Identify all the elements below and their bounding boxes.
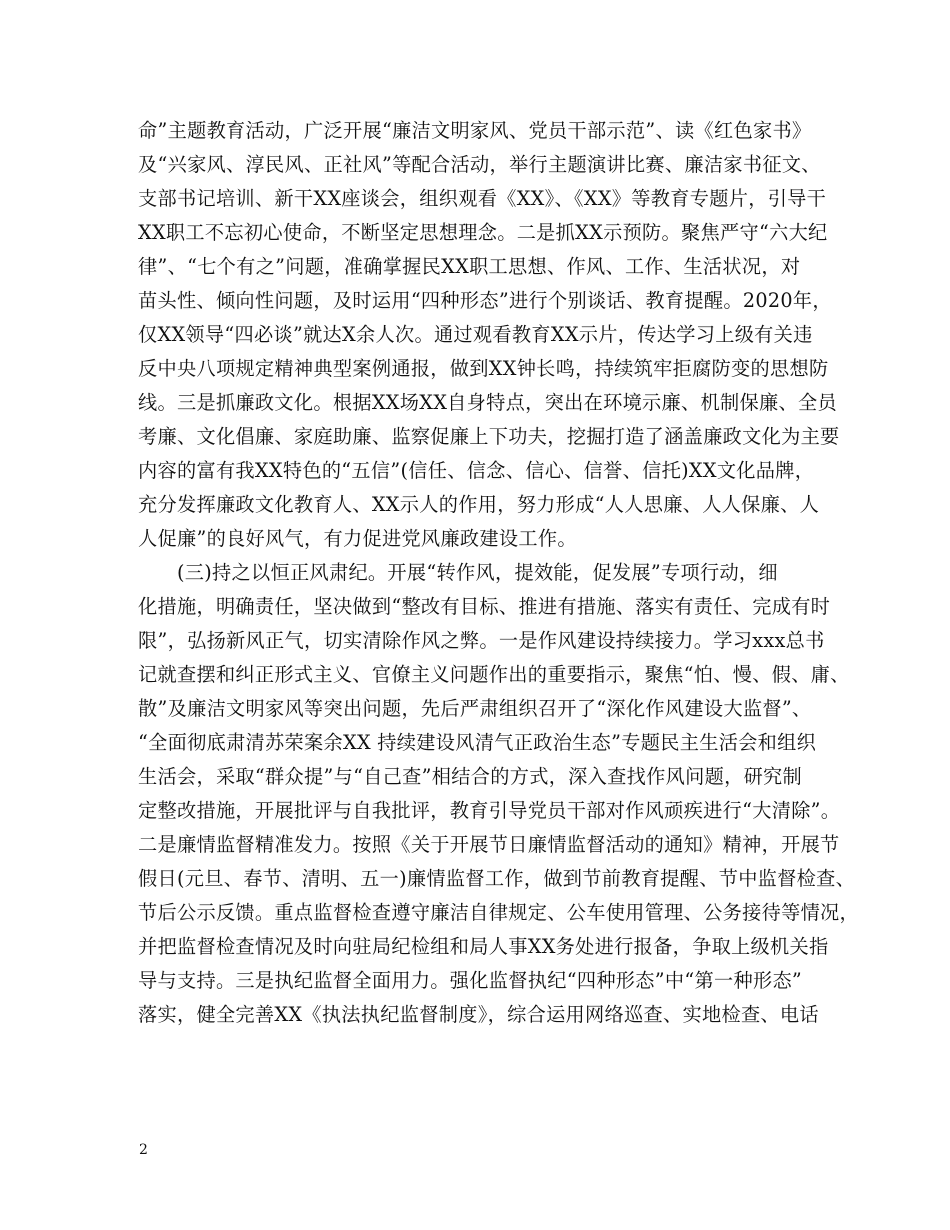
text-line: 内容的富有我XX特色的“五信”(信任、信念、信心、信誉、信托)XX文化品牌， bbox=[138, 459, 815, 482]
text-line: 生活会，采取“群众提”与“自己查”相结合的方式，深入查找作风问题，研究制 bbox=[138, 765, 803, 788]
text-line: 记就查摆和纠正形式主义、官僚主义问题作出的重要指示，聚焦“怕、慢、假、庸、 bbox=[138, 663, 850, 686]
text-line: 落实，健全完善XX《执法执纪监督制度》，综合运用网络巡查、实地检查、电话 bbox=[138, 1003, 819, 1026]
text-line: 及“兴家风、淳民风、正社风”等配合活动，举行主题演讲比赛、廉洁家书征文、 bbox=[138, 153, 821, 176]
text-line: 支部书记培训、新干XX座谈会，组织观看《XX》、《XX》等教育专题片，引导干 bbox=[138, 187, 827, 210]
text-line: 假日(元旦、春节、清明、五一)廉情监督工作，做到节前教育提醒、节中监督检查、 bbox=[138, 867, 856, 890]
text-line: 定整改措施，开展批评与自我批评，教育引导党员干部对作风顽疾进行“大清除”。 bbox=[138, 799, 841, 822]
text-line: (三)持之以恒正风肃纪。开展“转作风，提效能，促发展”专项行动，细 bbox=[138, 561, 778, 584]
text-line: XX职工不忘初心使命，不断坚定思想理念。二是抓XX示预防。聚焦严守“六大纪 bbox=[138, 221, 828, 244]
text-line: 化措施，明确责任，坚决做到“整改有目标、推进有措施、落实有责任、完成有时 bbox=[138, 595, 831, 618]
text-line: 律”、“七个有之”问题，准确掌握民XX职工思想、作风、工作、生活状况，对 bbox=[138, 255, 801, 278]
text-line: 反中央八项规定精神典型案例通报，做到XX钟长鸣，持续筑牢拒腐防变的思想防 bbox=[138, 357, 829, 380]
text-line: 苗头性、倾向性问题，及时运用“四种形态”进行个别谈话、教育提醒。2020年， bbox=[138, 289, 832, 312]
text-line: “全面彻底肃清苏荣案余XX 持续建设风清气正政治生态”专题民主生活会和组织 bbox=[138, 731, 817, 754]
text-line: 线。三是抓廉政文化。根据XX场XX自身特点，突出在环境示廉、机制保廉、全员 bbox=[138, 391, 837, 414]
text-line: 考廉、文化倡廉、家庭助廉、监察促廉上下功夫，挖掘打造了涵盖廉政文化为主要 bbox=[138, 425, 840, 448]
text-line: 节后公示反馈。重点监督检查遵守廉洁自律规定、公车使用管理、公务接待等情况， bbox=[138, 901, 860, 924]
text-line: 导与支持。三是执纪监督全面用力。强化监督执纪“四种形态”中“第一种形态” bbox=[138, 969, 803, 992]
page-number: 2 bbox=[139, 1142, 148, 1158]
text-line: 人促廉”的良好风气，有力促进党风廉政建设工作。 bbox=[138, 527, 577, 550]
text-line: 充分发挥廉政文化教育人、XX示人的作用，努力形成“人人思廉、人人保廉、人 bbox=[138, 493, 820, 516]
body-text bbox=[138, 114, 860, 1032]
text-line: 仅XX领导“四必谈”就达X余人次。通过观看教育XX示片，传达学习上级有关违 bbox=[138, 323, 813, 346]
text-line: 并把监督检查情况及时向驻局纪检组和局人事XX务处进行报备，争取上级机关指 bbox=[138, 935, 829, 958]
text-line: 命”主题教育活动，广泛开展“廉洁文明家风、党员干部示范”、读《红色家书》 bbox=[138, 119, 812, 142]
text-line: 限”，弘扬新风正气，切实清除作风之弊。一是作风建设持续接力。学习xxx总书 bbox=[138, 629, 825, 652]
text-line: 二是廉情监督精准发力。按照《关于开展节日廉情监督活动的通知》精神，开展节 bbox=[138, 833, 840, 856]
text-line: 散”及廉洁文明家风等突出问题，先后严肃组织召开了“深化作风建设大监督”、 bbox=[138, 697, 812, 720]
